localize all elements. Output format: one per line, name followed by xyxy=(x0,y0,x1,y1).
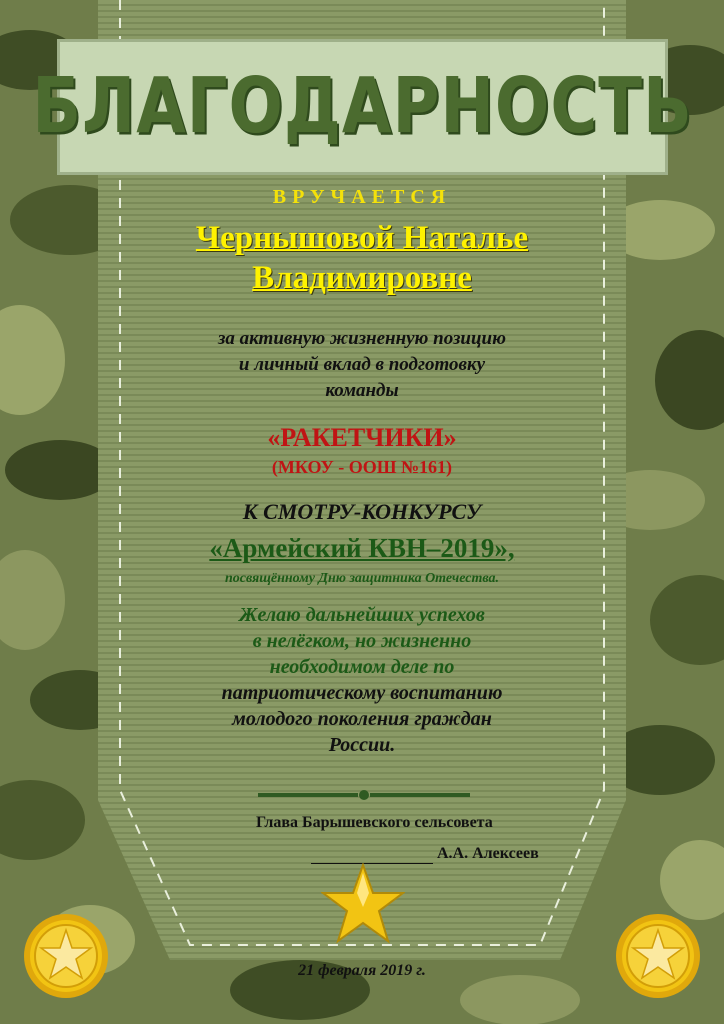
certificate-date: 21 февраля 2019 г. xyxy=(298,962,426,979)
school-name: (МКОУ - ООШ №161) xyxy=(271,457,453,477)
awarded-label: ВРУЧАЕТСЯ xyxy=(272,186,452,208)
reason-text xyxy=(110,326,614,404)
reason-line: за активную жизненную позицию xyxy=(218,328,506,349)
wishes-text-continued xyxy=(110,680,614,758)
wishes-line: России. xyxy=(328,734,396,756)
wishes-line: необходимом деле по xyxy=(269,656,455,678)
signer-name: А.А. Алексеев xyxy=(437,845,539,862)
contest-intro: К СМОТРУ-КОНКУРСУ xyxy=(242,499,482,524)
team-name: «РАКЕТЧИКИ» xyxy=(267,423,457,452)
certificate-title: БЛАГОДАРНОСТЬ xyxy=(32,62,693,152)
medal-icon xyxy=(614,912,702,1000)
event-name: «Армейский КВН–2019», xyxy=(209,533,515,563)
recipient-line1: Чернышовой Наталье xyxy=(195,220,529,256)
signature-line xyxy=(311,842,433,864)
wishes-line: молодого поколения граждан xyxy=(232,708,492,730)
wishes-line: патриотическому воспитанию xyxy=(221,682,503,704)
title-banner xyxy=(32,39,693,175)
signer-position: Глава Барышевского сельсовета xyxy=(256,814,493,831)
star-icon xyxy=(321,863,405,945)
wishes-line: Желаю дальнейших успехов xyxy=(239,604,485,626)
wishes-line: в нелёгком, но жизненно xyxy=(252,630,472,652)
wishes-text xyxy=(110,602,614,680)
reason-line: команды xyxy=(325,380,399,401)
recipient-name xyxy=(110,218,614,298)
recipient-line2: Владимировне xyxy=(252,260,472,296)
medal-icon xyxy=(22,912,110,1000)
dedication-text: посвящённому Дню защитника Отечества. xyxy=(224,571,500,586)
reason-line: и личный вклад в подготовку xyxy=(238,354,486,375)
